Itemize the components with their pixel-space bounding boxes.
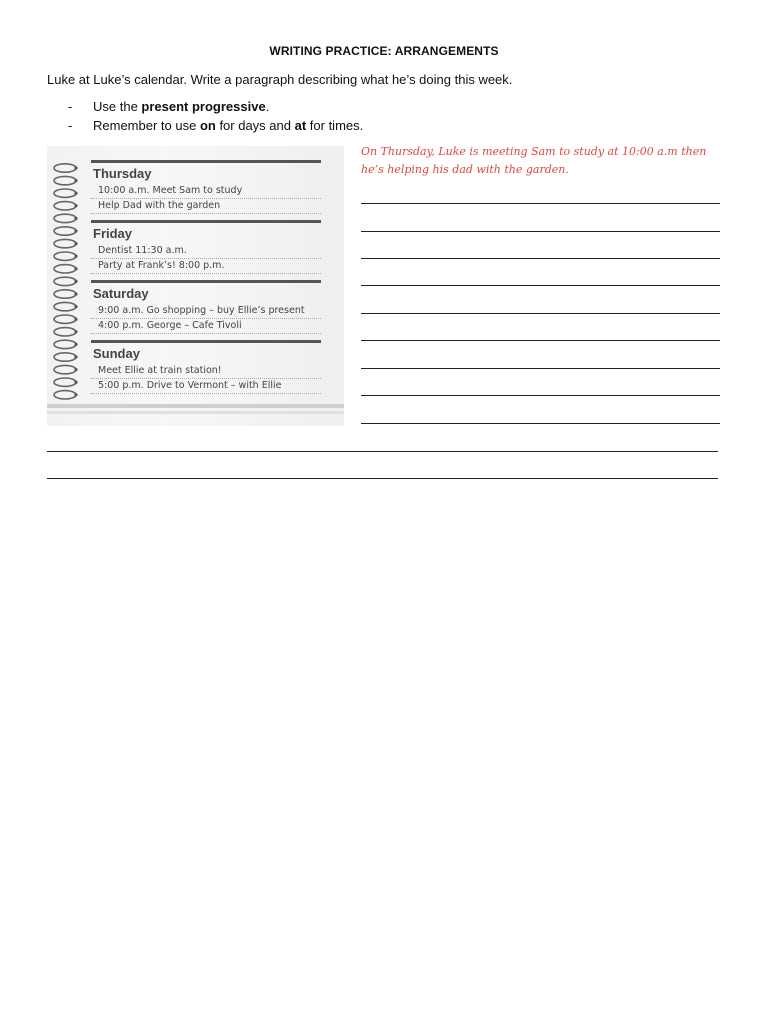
day-name: Friday [93,226,133,241]
answer-line[interactable] [47,478,718,479]
calendar-day-sunday [91,340,321,394]
answer-line[interactable] [361,285,720,286]
calendar-entry: 9:00 a.m. Go shopping – buy Ellie’s present [91,304,321,319]
calendar-day-thursday [91,160,321,214]
answer-line[interactable] [361,258,720,259]
day-name: Sunday [93,346,140,361]
calendar-entry: 10:00 a.m. Meet Sam to study [91,184,321,199]
calendar-entry: Party at Frank’s! 8:00 p.m. [91,259,321,274]
calendar-entry: 4:00 p.m. George – Cafe Tivoli [91,319,321,334]
calendar-entry: Dentist 11:30 a.m. [91,244,321,259]
instructions-text: Luke at Luke’s calendar. Write a paragraph describing what he’s doing this week. [47,72,513,87]
answer-line[interactable] [361,340,720,341]
calendar-entry: Help Dad with the garden [91,199,321,214]
day-name: Saturday [93,286,149,301]
answer-line[interactable] [361,368,720,369]
spiral-binding-icon [50,162,82,402]
calendar-entries [91,160,321,400]
calendar-day-friday [91,220,321,274]
answer-line[interactable] [361,395,720,396]
answer-line[interactable] [361,231,720,232]
sample-answer-text: On Thursday, Luke is meeting Sam to study at 10:00 a.m then he’s helping his dad with the garden. [361,145,707,176]
day-name: Thursday [93,166,152,181]
luke-calendar-image [47,146,344,426]
bullet-present-progressive: - Use the present progressive. [68,99,270,114]
page-title: WRITING PRACTICE: ARRANGEMENTS [269,44,499,58]
answer-line[interactable] [47,451,718,452]
bullet-on-at: - Remember to use on for days and at for times. [68,118,364,133]
answer-line[interactable] [361,203,720,204]
answer-line[interactable] [361,423,720,424]
answer-line[interactable] [361,313,720,314]
calendar-entry: Meet Ellie at train station! [91,364,321,379]
calendar-entry: 5:00 p.m. Drive to Vermont – with Ellie [91,379,321,394]
calendar-day-saturday [91,280,321,334]
